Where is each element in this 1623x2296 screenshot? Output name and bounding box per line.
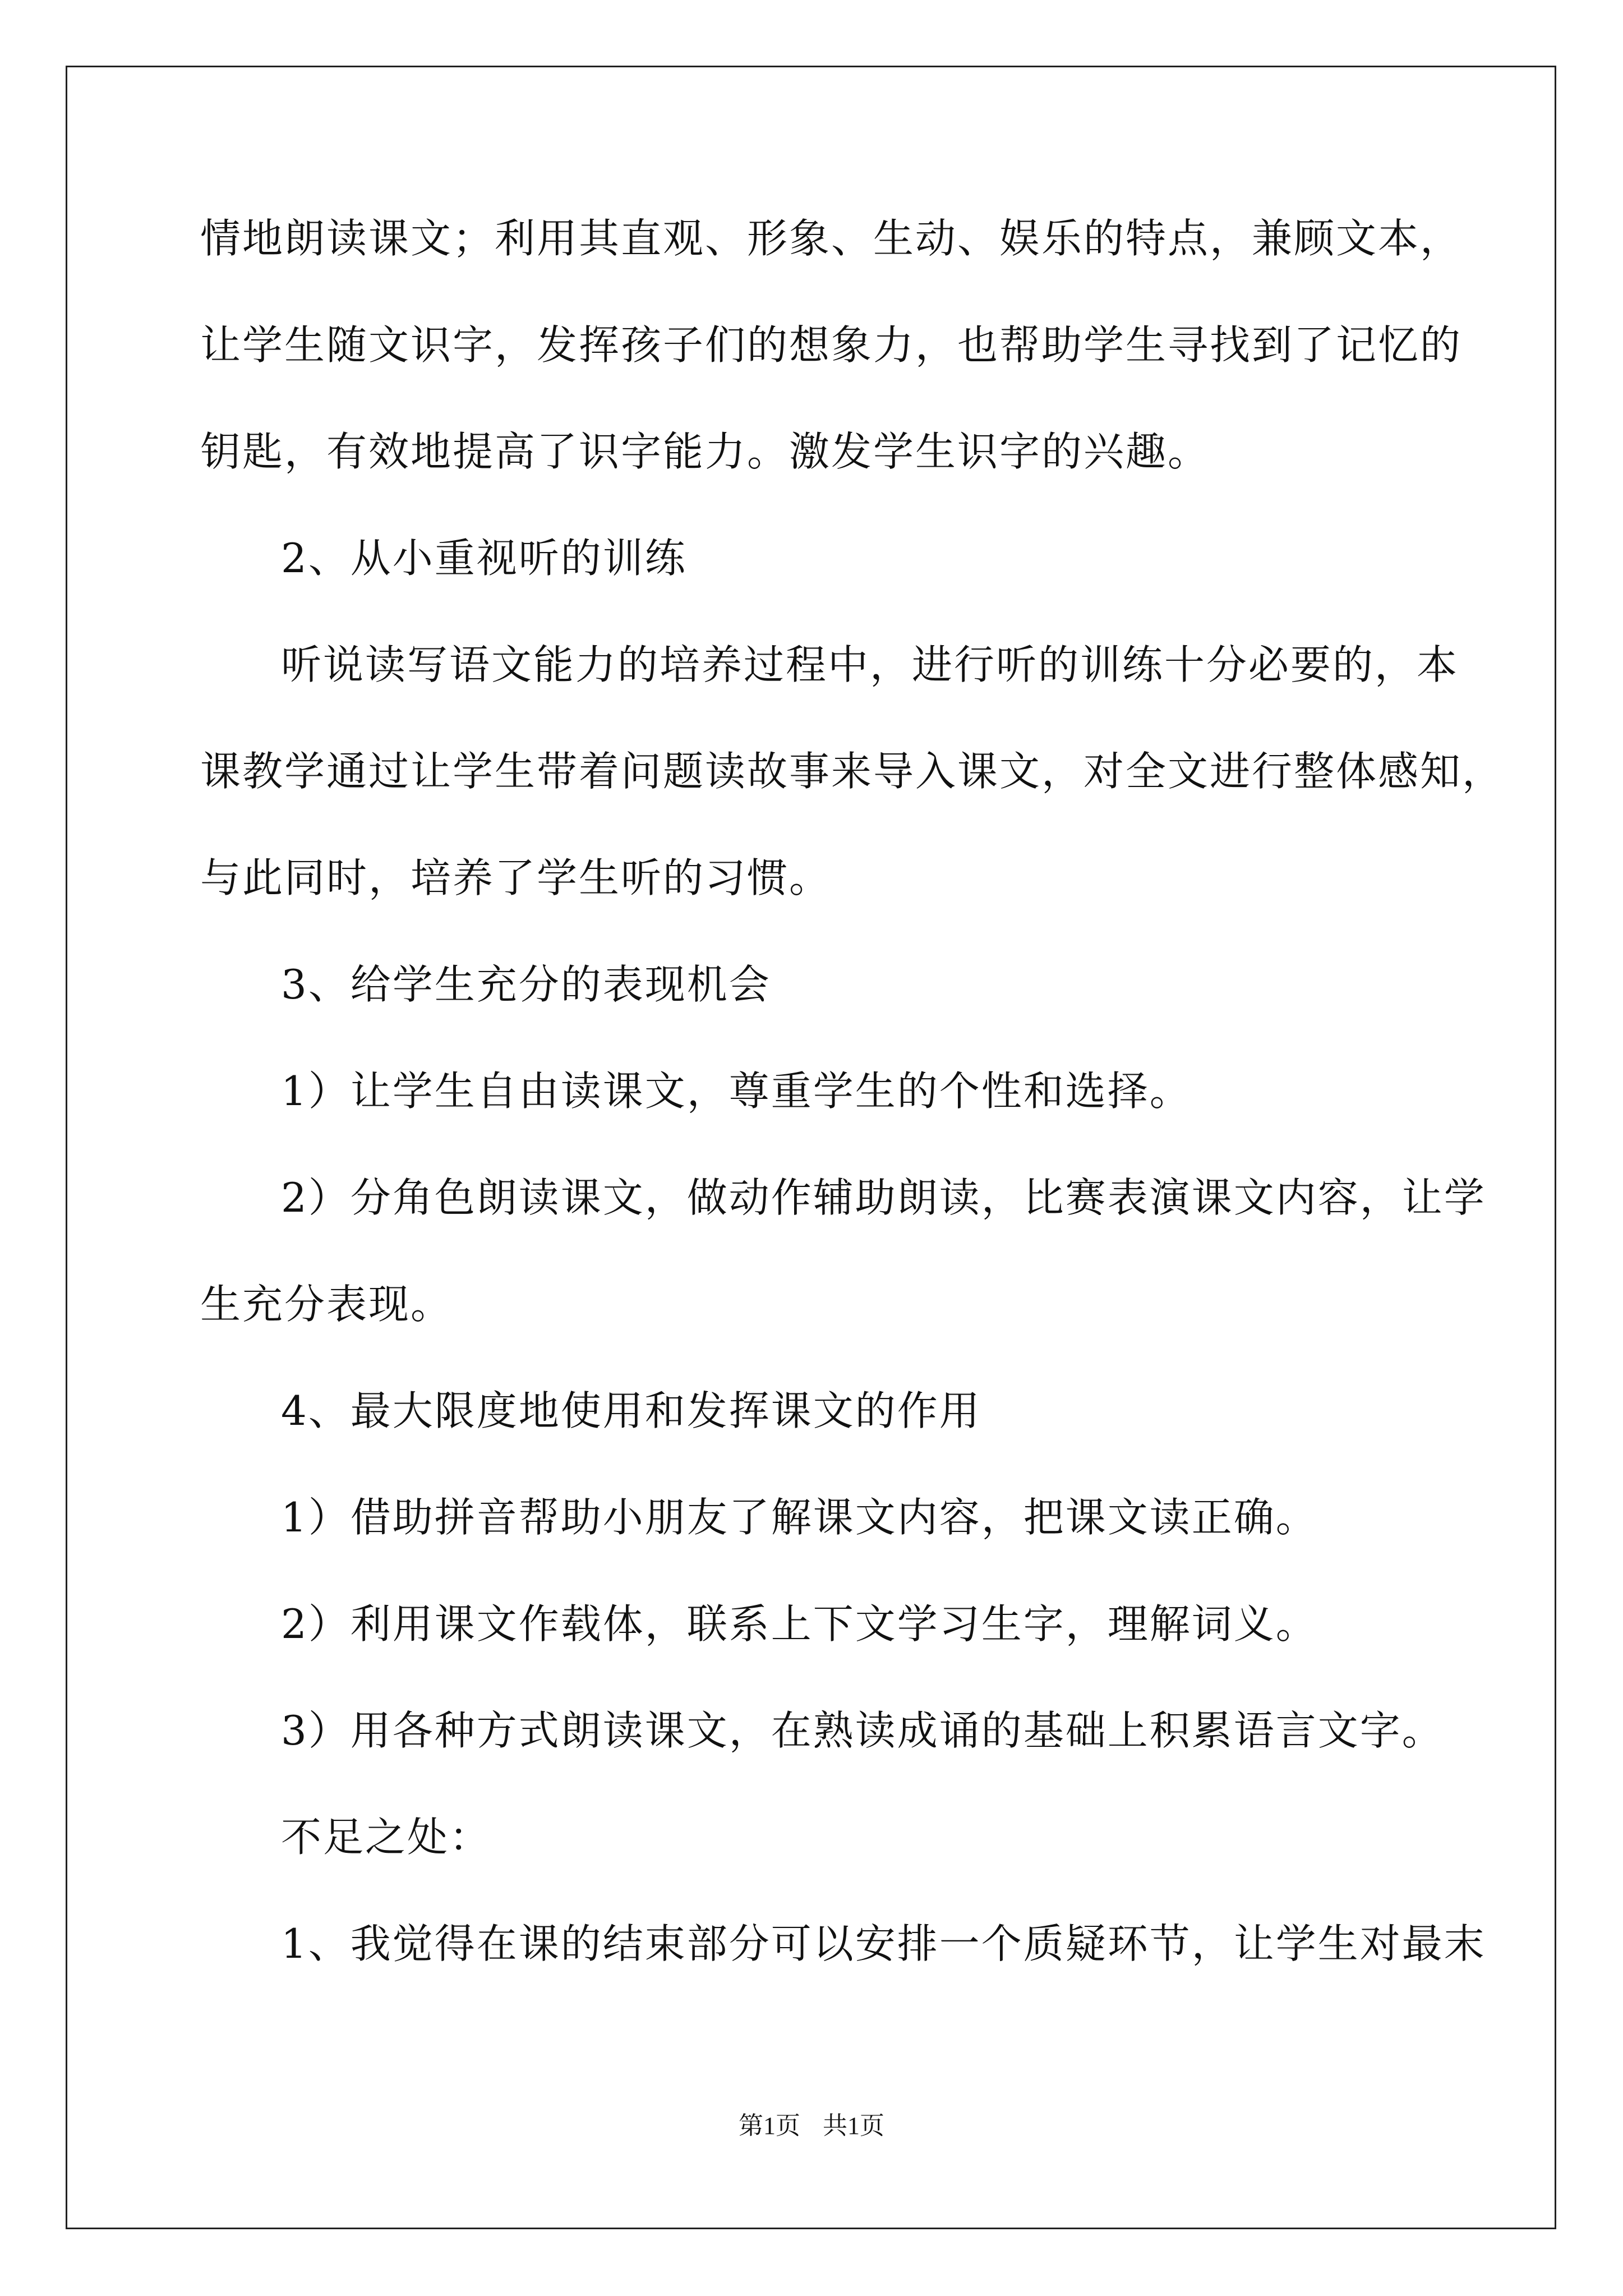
list-item-4-1: 1）借助拼音帮助小朋友了解课文内容，把课文读正确。	[281, 1494, 1318, 1541]
shortcomings-heading: 不足之处：	[281, 1814, 492, 1861]
page-footer	[0, 2109, 1623, 2143]
list-item-3-1: 1）让学生自由读课文，尊重学生的个性和选择。	[281, 1068, 1192, 1115]
section-heading-4: 4、最大限度地使用和发挥课文的作用	[281, 1387, 981, 1434]
list-item-4-3: 3）用各种方式朗读课文，在熟读成诵的基础上积累语言文字。	[281, 1707, 1444, 1754]
section-heading-2: 2、从小重视听的训练	[281, 535, 687, 582]
text-line-6: 课教学通过让学生带着问题读故事来导入课文，对全文进行整体感知，	[200, 748, 1505, 795]
text-line-11: 生充分表现。	[200, 1281, 453, 1328]
shortcoming-item-1: 1、我觉得在课的结束部分可以安排一个质疑环节，让学生对最末	[281, 1920, 1486, 1967]
text-line-7: 与此同时，培养了学生听的习惯。	[200, 854, 832, 901]
list-item-4-2: 2）利用课文作载体，联系上下文学习生字，理解词义。	[281, 1600, 1318, 1648]
list-item-3-2: 2）分角色朗读课文，做动作辅助朗读，比赛表演课文内容，让学	[281, 1174, 1486, 1221]
text-line-2: 让学生随文识字，发挥孩子们的想象力，也帮助学生寻找到了记忆的	[200, 321, 1463, 369]
page-number-total: 共1页	[823, 2112, 884, 2139]
page-number-current: 第1页	[739, 2112, 800, 2139]
text-line-1: 情地朗读课文；利用其直观、形象、生动、娱乐的特点，兼顾文本，	[200, 215, 1463, 262]
page-frame	[66, 66, 1556, 2229]
text-line-5: 听说读写语文能力的培养过程中，进行听的训练十分必要的，本	[281, 641, 1459, 688]
text-line-3: 钥匙，有效地提高了识字能力。激发学生识字的兴趣。	[200, 428, 1210, 475]
section-heading-3: 3、给学生充分的表现机会	[281, 961, 771, 1008]
